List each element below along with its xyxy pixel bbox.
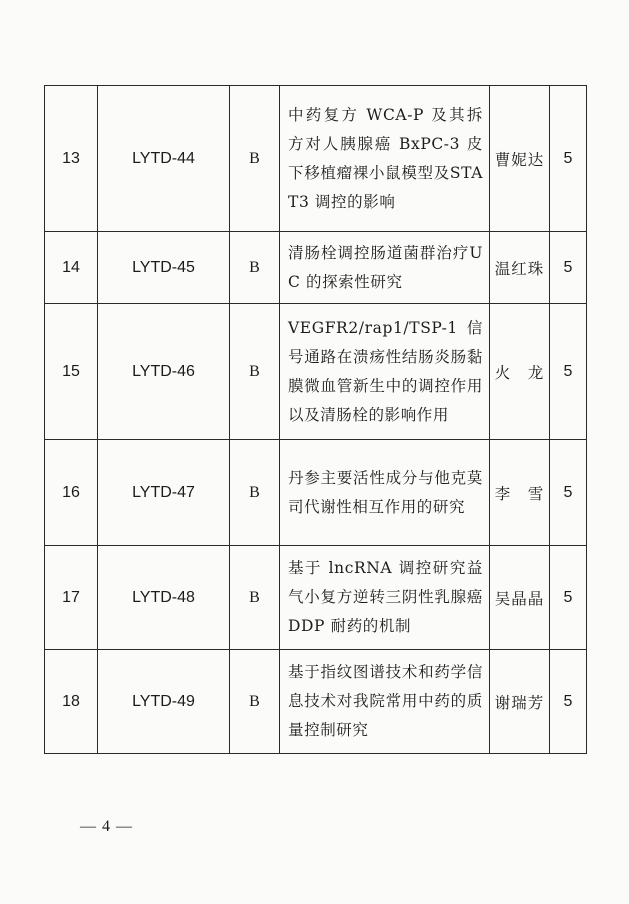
project-leader: 火 龙 [490, 304, 550, 440]
project-code: LYTD-47 [98, 440, 230, 546]
project-score: 5 [550, 546, 587, 650]
row-number: 14 [45, 232, 98, 304]
project-title: 清肠栓调控肠道菌群治疗UC 的探索性研究 [280, 232, 490, 304]
project-category: B [230, 86, 280, 232]
row-number: 17 [45, 546, 98, 650]
project-code: LYTD-48 [98, 546, 230, 650]
project-category: B [230, 232, 280, 304]
project-category: B [230, 304, 280, 440]
project-title: 基于 lncRNA 调控研究益气小复方逆转三阴性乳腺癌 DDP 耐药的机制 [280, 546, 490, 650]
project-score: 5 [550, 650, 587, 754]
project-leader: 曹妮达 [490, 86, 550, 232]
project-code: LYTD-44 [98, 86, 230, 232]
project-code: LYTD-46 [98, 304, 230, 440]
row-number: 15 [45, 304, 98, 440]
page-number: — 4 — [80, 818, 133, 835]
table-row [45, 440, 587, 546]
project-category: B [230, 440, 280, 546]
row-number: 18 [45, 650, 98, 754]
project-score: 5 [550, 304, 587, 440]
project-score: 5 [550, 232, 587, 304]
project-category: B [230, 546, 280, 650]
project-leader: 谢瑞芳 [490, 650, 550, 754]
table-row [45, 304, 587, 440]
project-title: VEGFR2/rap1/TSP-1 信号通路在溃疡性结肠炎肠黏膜微血管新生中的调控作用以及清肠栓的影响作用 [280, 304, 490, 440]
project-code: LYTD-45 [98, 232, 230, 304]
project-score: 5 [550, 440, 587, 546]
project-leader: 吴晶晶 [490, 546, 550, 650]
project-title: 中药复方 WCA-P 及其拆方对人胰腺癌 BxPC-3 皮下移植瘤裸小鼠模型及STAT3 调控的影响 [280, 86, 490, 232]
project-category: B [230, 650, 280, 754]
project-leader: 温红珠 [490, 232, 550, 304]
project-score: 5 [550, 86, 587, 232]
table-row [45, 232, 587, 304]
table-row [45, 86, 587, 232]
project-table [44, 85, 587, 754]
row-number: 16 [45, 440, 98, 546]
row-number: 13 [45, 86, 98, 232]
project-title: 丹参主要活性成分与他克莫司代谢性相互作用的研究 [280, 440, 490, 546]
project-code: LYTD-49 [98, 650, 230, 754]
table-row [45, 546, 587, 650]
project-title: 基于指纹图谱技术和药学信息技术对我院常用中药的质量控制研究 [280, 650, 490, 754]
table-row [45, 650, 587, 754]
project-leader: 李 雪 [490, 440, 550, 546]
